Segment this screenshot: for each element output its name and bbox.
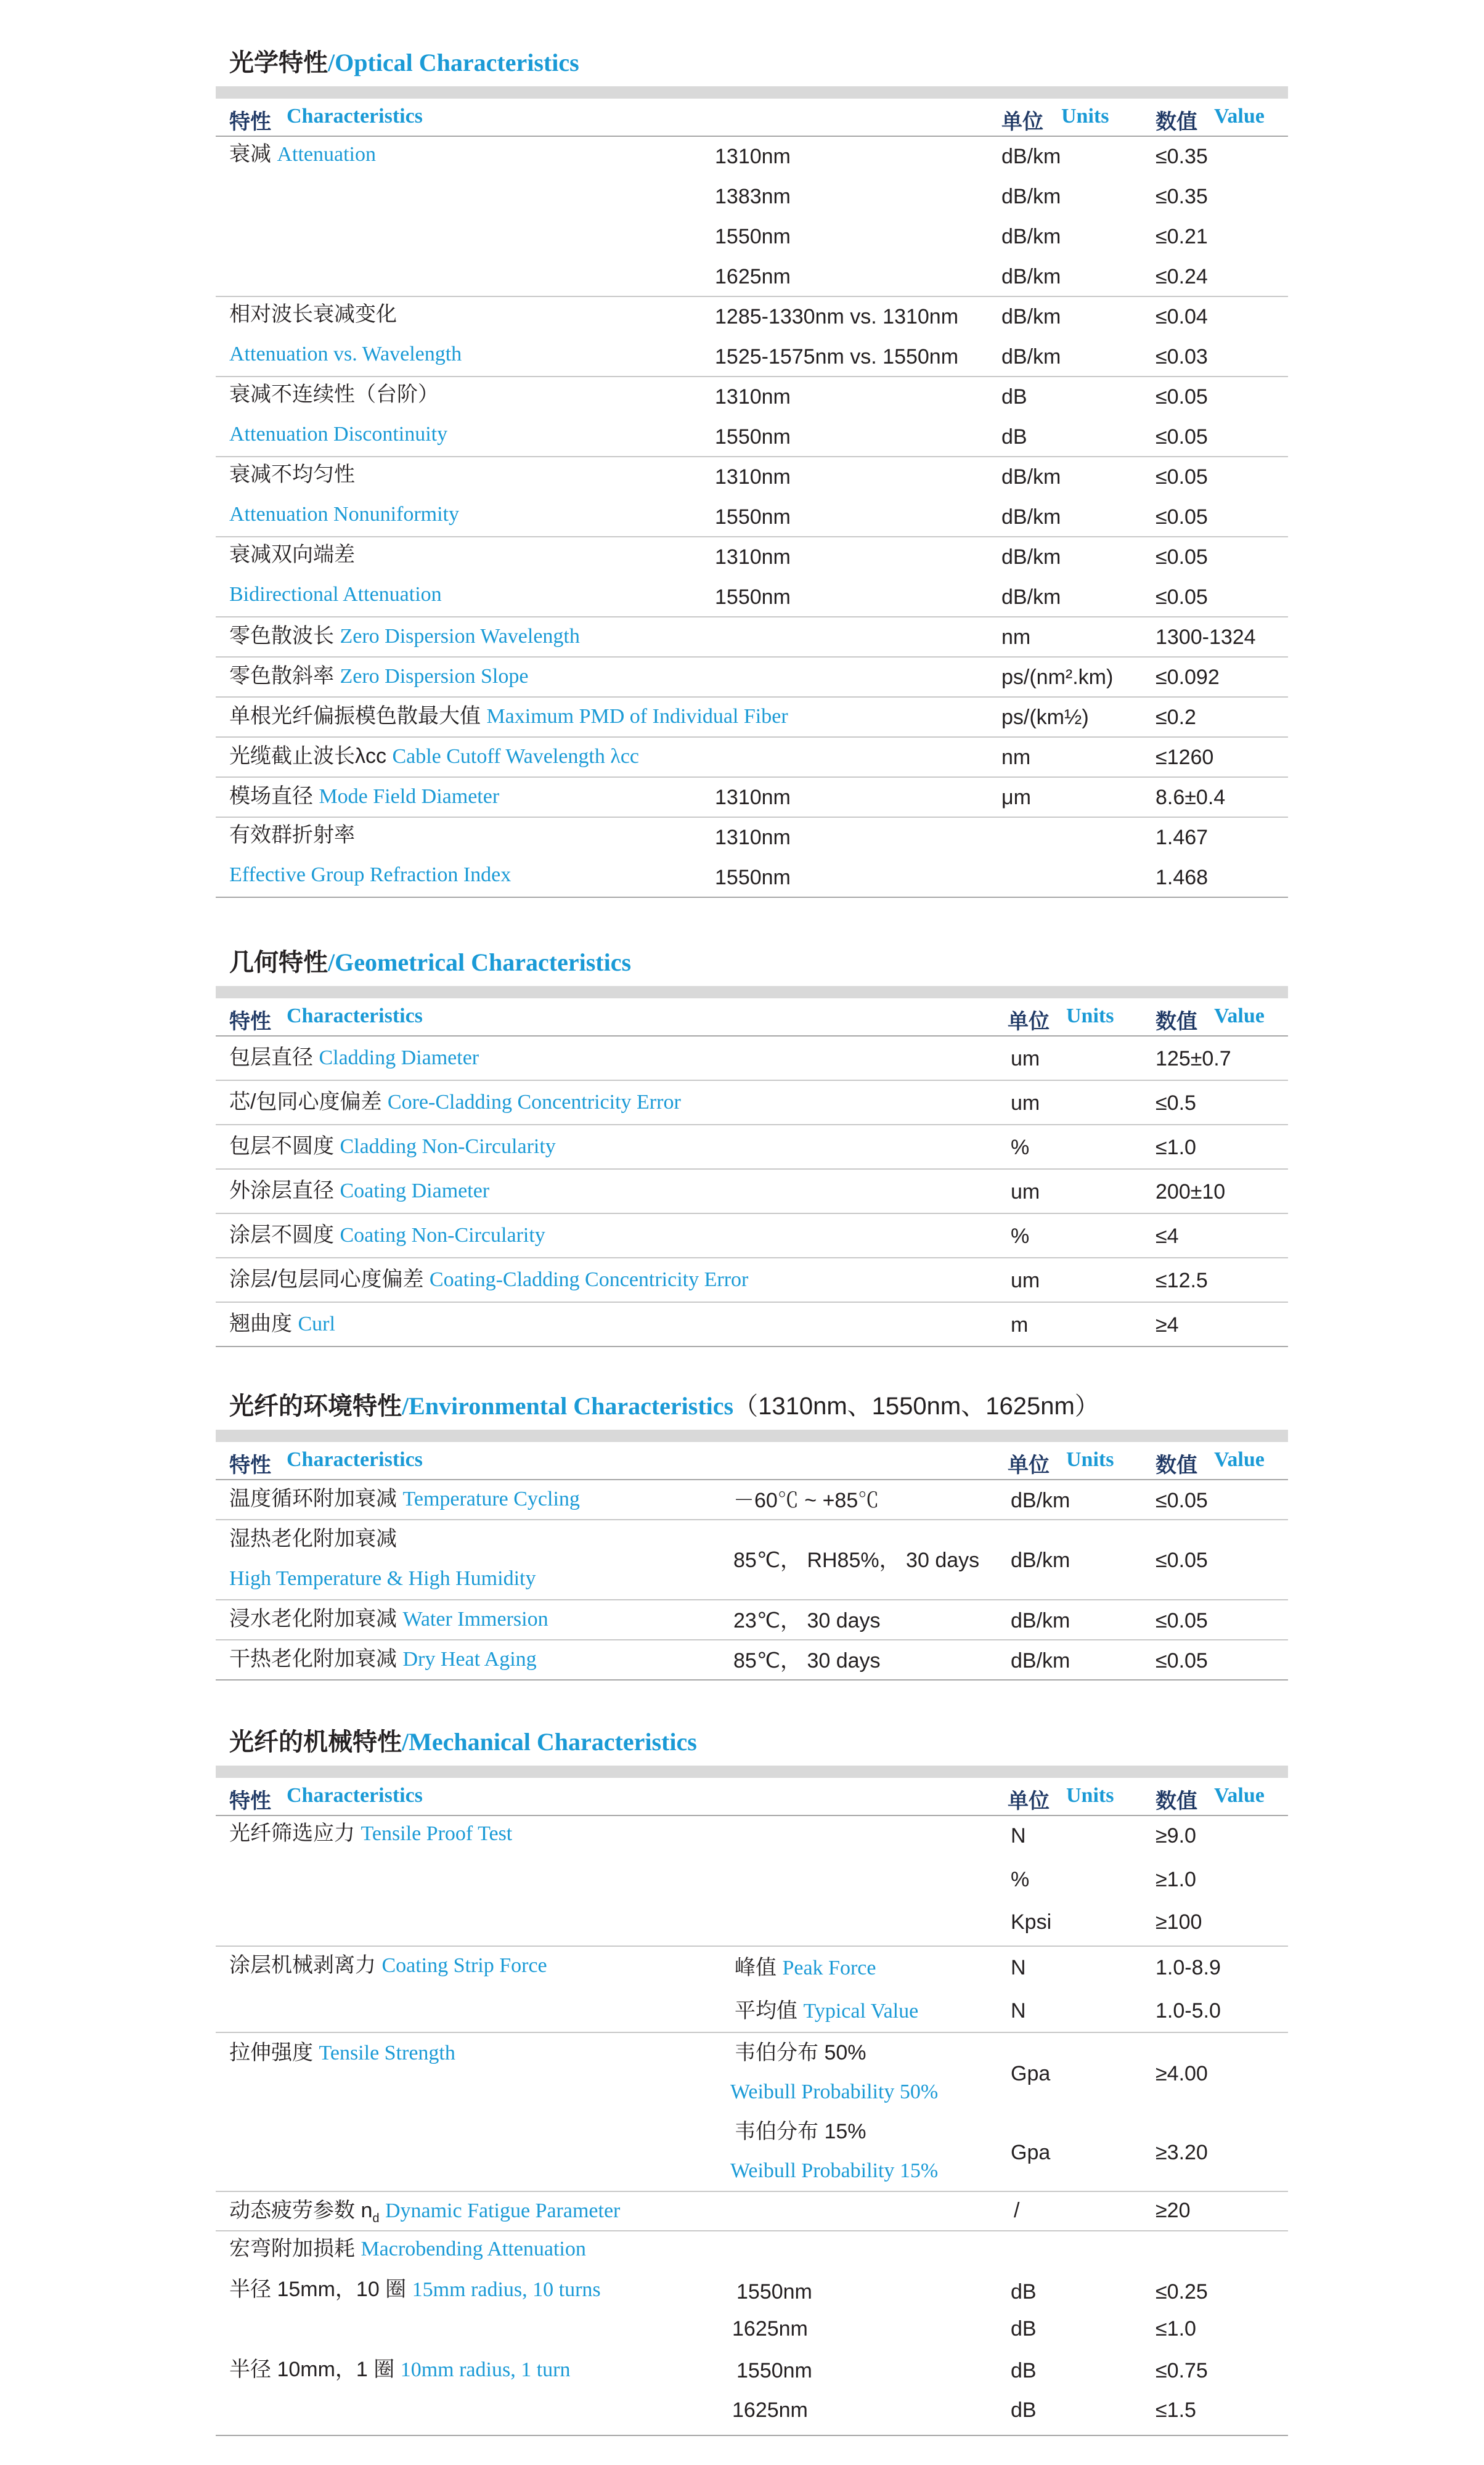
label-en: Effective Group Refraction Index (229, 863, 512, 886)
table-row (216, 537, 1288, 617)
cell-condition: 23℃， 30 days (733, 1609, 881, 1632)
cell-value: ≤0.05 (1156, 425, 1208, 449)
cell-unit: nm (1001, 746, 1031, 769)
cell-value: ≤1260 (1156, 746, 1214, 769)
label-zh: 衰减双向端差 (229, 543, 355, 566)
cell-unit: dB/km (1001, 305, 1061, 328)
row-label (229, 1223, 545, 1248)
label-zh: 衰减不连续性（台阶） (229, 383, 439, 406)
table-row: 宏弯附加损耗 Macrobending Attenuation 半径 15mm，10 圈 15mm radius, 10 turns 1550nm dB ≤0.25 1625nm dB ≤1.0 半径 10mm，1 圈 10mm radius, 1 turn 1550nm dB ≤0.75 1625nm dB ≤1.5 (216, 2231, 1288, 2436)
cell-value: ≤0.05 (1156, 1649, 1208, 1673)
label-zh: 浸水老化附加衰减 (229, 1607, 397, 1631)
label-en: Zero Dispersion Slope (340, 665, 529, 688)
table-row (216, 738, 1288, 778)
label-zh: 外涂层直径 (229, 1179, 334, 1202)
label-zh: 光缆截止波长λcc (229, 744, 386, 768)
cell-value: ≤4 (1156, 1224, 1179, 1248)
cell-unit: dB/km (1011, 1549, 1070, 1572)
cell-unit: dB (1001, 385, 1027, 409)
label-zh: 有效群折射率 (229, 823, 355, 847)
optical-section (216, 43, 1288, 906)
label-zh: 湿热老化附加衰减 (229, 1527, 397, 1550)
table-row (216, 1214, 1288, 1258)
cell-condition: 1310nm (715, 545, 791, 569)
label-en: Temperature Cycling (402, 1488, 580, 1510)
label-en: Attenuation Discontinuity (229, 423, 448, 446)
row-label (229, 1311, 335, 1337)
cell-condition: 1625nm (715, 265, 791, 288)
optical-title: 光学特性/Optical Characteristics (229, 49, 579, 76)
label-en: Attenuation vs. Wavelength (229, 343, 462, 365)
cell-value: ≤0.35 (1156, 185, 1208, 208)
cell-value: ≤0.21 (1156, 225, 1208, 248)
cell-condition: 1285-1330nm vs. 1310nm (715, 305, 959, 328)
cell-unit: dB/km (1011, 1649, 1070, 1673)
label-en: Dry Heat Aging (402, 1648, 537, 1671)
section-bar (216, 1430, 1288, 1442)
table-header: 特性 Characteristics 单位 Units 数值 Value (216, 998, 1288, 1037)
cell-unit: um (1011, 1047, 1040, 1070)
cell-unit: um (1011, 1091, 1040, 1115)
table-row: 动态疲劳参数 $n_d$ Dynamic Fatigue Parameter / ≥20 (216, 2192, 1288, 2231)
cell-unit: ps/(km½) (1001, 706, 1089, 729)
cell-condition: 1310nm (715, 826, 791, 849)
label-en: Cable Cutoff Wavelength λcc (392, 745, 639, 768)
environmental-title: 光纤的环境特性/Environmental Characteristics（1310nm、1550nm、1625nm） (229, 1392, 1099, 1420)
cell-unit: dB/km (1001, 185, 1061, 208)
table-row (216, 1600, 1288, 1640)
cell-condition: 1550nm (715, 505, 791, 529)
mechanical-title: 光纤的机械特性/Mechanical Characteristics (229, 1728, 697, 1756)
cell-value: ≤0.05 (1156, 385, 1208, 409)
row-label (229, 1178, 489, 1204)
cell-value: ≤0.05 (1156, 1489, 1208, 1512)
cell-value: 1.468 (1156, 866, 1209, 889)
environmental-section (216, 1387, 1288, 1695)
label-zh: 包层直径 (229, 1046, 313, 1069)
label-en: Attenuation (277, 143, 376, 166)
table-row (216, 457, 1288, 537)
table-row (216, 698, 1288, 738)
cell-condition: －60℃ ~ +85℃ (733, 1489, 879, 1512)
cell-value: ≤1.0 (1156, 1136, 1196, 1159)
table-row (216, 297, 1288, 377)
label-en: Cladding Diameter (319, 1046, 479, 1069)
cell-value: ≤12.5 (1156, 1269, 1208, 1292)
label-en: Coating Non-Circularity (340, 1224, 545, 1247)
label-en: Coating Diameter (340, 1180, 490, 1202)
cell-value: ≥4 (1156, 1313, 1179, 1337)
cell-unit: dB (1001, 425, 1027, 449)
cell-unit: dB/km (1001, 585, 1061, 609)
cell-value: 1.467 (1156, 826, 1209, 849)
row-label (229, 1486, 580, 1512)
cell-value: 125±0.7 (1156, 1047, 1231, 1070)
row-label (229, 1647, 537, 1672)
label-en: Mode Field Diameter (319, 785, 500, 808)
label-en: Water Immersion (402, 1608, 548, 1631)
label-en: Maximum PMD of Individual Fiber (486, 705, 788, 728)
cell-condition: 1310nm (715, 385, 791, 409)
label-zh: 芯/包同心度偏差 (229, 1090, 382, 1114)
cell-value: 1300-1324 (1156, 625, 1256, 649)
label-zh: 翘曲度 (229, 1312, 292, 1335)
table-row (216, 1480, 1288, 1520)
table-row (216, 137, 1288, 297)
cell-unit: dB/km (1001, 145, 1061, 168)
section-bar (216, 986, 1288, 998)
label-zh: 模场直径 (229, 784, 313, 808)
cell-value: 200±10 (1156, 1180, 1226, 1204)
label-en: Coating-Cladding Concentricity Error (429, 1268, 749, 1291)
row-label (229, 1134, 556, 1159)
cell-value: ≤0.092 (1156, 666, 1220, 689)
table-header: 特性 Characteristics 单位 Units 数值 Value (216, 1778, 1288, 1816)
cell-condition: 1310nm (715, 786, 791, 809)
cell-value: ≤0.05 (1156, 585, 1208, 609)
cell-unit: % (1011, 1224, 1030, 1248)
cell-unit: dB/km (1011, 1489, 1070, 1512)
table-row (216, 1640, 1288, 1681)
cell-unit: μm (1001, 786, 1031, 809)
table-row: 光纤筛选应力 Tensile Proof Test N ≥9.0 % ≥1.0 Kpsi ≥100 (216, 1816, 1288, 1947)
cell-value: ≤0.04 (1156, 305, 1208, 328)
cell-value: ≤0.05 (1156, 1609, 1208, 1632)
mechanical-section (216, 1722, 1288, 2450)
cell-value: ≤0.35 (1156, 145, 1208, 168)
cell-unit: dB/km (1001, 505, 1061, 529)
cell-unit: m (1011, 1313, 1029, 1337)
table-row (216, 1303, 1288, 1347)
label-en: High Temperature & High Humidity (229, 1567, 536, 1590)
cell-value: ≤0.05 (1156, 1549, 1208, 1572)
label-zh: 衰减不均匀性 (229, 463, 355, 486)
cell-unit: nm (1001, 625, 1031, 649)
row-label (229, 784, 499, 809)
label-en: Cladding Non-Circularity (340, 1135, 556, 1158)
cell-value: ≤0.05 (1156, 465, 1208, 489)
label-en: Curl (298, 1313, 335, 1335)
cell-unit: dB/km (1011, 1609, 1070, 1632)
row-label (229, 1090, 681, 1115)
cell-value: ≤0.05 (1156, 545, 1208, 569)
row-label (229, 664, 528, 689)
label-zh: 单根光纤偏振模色散最大值 (229, 704, 481, 728)
row-label (229, 704, 788, 729)
cell-condition: 1550nm (715, 866, 791, 889)
label-zh: 涂层/包层同心度偏差 (229, 1268, 424, 1291)
label-en: Bidirectional Attenuation (229, 583, 442, 606)
cell-unit: dB/km (1001, 465, 1061, 489)
section-bar (216, 86, 1288, 99)
table-row (216, 1081, 1288, 1125)
row-label (229, 1267, 748, 1292)
label-zh: 温度循环附加衰减 (229, 1487, 397, 1510)
cell-condition: 1310nm (715, 145, 791, 168)
cell-value: ≤0.05 (1156, 505, 1208, 529)
table-header: 特性 Characteristics 单位 Units 数值 Value (216, 99, 1288, 137)
cell-unit: um (1011, 1269, 1040, 1292)
cell-condition: 1383nm (715, 185, 791, 208)
cell-condition: 85℃， 30 days (733, 1649, 881, 1673)
table-row (216, 778, 1288, 818)
label-en: Attenuation Nonuniformity (229, 503, 460, 526)
row-label (229, 744, 639, 769)
cell-value: ≤0.2 (1156, 706, 1196, 729)
label-zh: 包层不圆度 (229, 1135, 334, 1158)
cell-condition: 1525-1575nm vs. 1550nm (715, 345, 959, 369)
cell-condition: 85℃， RH85%， 30 days (733, 1549, 980, 1572)
table-row (216, 1520, 1288, 1600)
cell-condition: 1550nm (715, 425, 791, 449)
table-row: 拉伸强度 Tensile Strength 韦伯分布 50% Weibull Probability 50% Gpa ≥4.00 韦伯分布 15% Weibull Probability 15% Gpa ≥3.20 (216, 2033, 1288, 2192)
table-row: 涂层机械剥离力 Coating Strip Force 峰值 Peak Force N 1.0-8.9 平均值 Typical Value N 1.0-5.0 (216, 1947, 1288, 2033)
cell-value: ≤0.03 (1156, 345, 1208, 369)
cell-condition: 1310nm (715, 465, 791, 489)
section-bar (216, 1766, 1288, 1778)
cell-unit: um (1011, 1180, 1040, 1204)
table-row (216, 617, 1288, 658)
table-row (216, 818, 1288, 898)
cell-unit: ps/(nm².km) (1001, 666, 1114, 689)
row-label (229, 624, 580, 649)
cell-value: ≤0.5 (1156, 1091, 1196, 1115)
cell-unit: dB/km (1001, 545, 1061, 569)
table-row (216, 1125, 1288, 1170)
label-en: Zero Dispersion Wavelength (340, 625, 580, 648)
label-zh: 干热老化附加衰减 (229, 1647, 397, 1671)
cell-unit: dB/km (1001, 225, 1061, 248)
row-label (229, 1045, 479, 1070)
table-row (216, 1170, 1288, 1214)
table-row (216, 1037, 1288, 1081)
cell-value: ≤0.24 (1156, 265, 1208, 288)
label-zh: 相对波长衰减变化 (229, 303, 397, 326)
table-row (216, 1258, 1288, 1303)
row-label (229, 142, 376, 167)
label-zh: 零色散波长 (229, 624, 334, 648)
label-zh: 零色散斜率 (229, 664, 334, 688)
cell-unit: dB/km (1001, 345, 1061, 369)
label-zh: 衰减 (229, 142, 271, 166)
table-row (216, 377, 1288, 457)
label-en: Core-Cladding Concentricity Error (387, 1091, 681, 1114)
geometrical-title: 几何特性/Geometrical Characteristics (229, 948, 632, 976)
cell-value: 8.6±0.4 (1156, 786, 1226, 809)
table-header: 特性 Characteristics 单位 Units 数值 Value (216, 1442, 1288, 1480)
cell-condition: 1550nm (715, 585, 791, 609)
table-row (216, 658, 1288, 698)
cell-unit: dB/km (1001, 265, 1061, 288)
cell-condition: 1550nm (715, 225, 791, 248)
cell-unit: % (1011, 1136, 1030, 1159)
row-label (229, 1607, 548, 1632)
label-zh: 涂层不圆度 (229, 1223, 334, 1247)
geometrical-section (216, 943, 1288, 1362)
